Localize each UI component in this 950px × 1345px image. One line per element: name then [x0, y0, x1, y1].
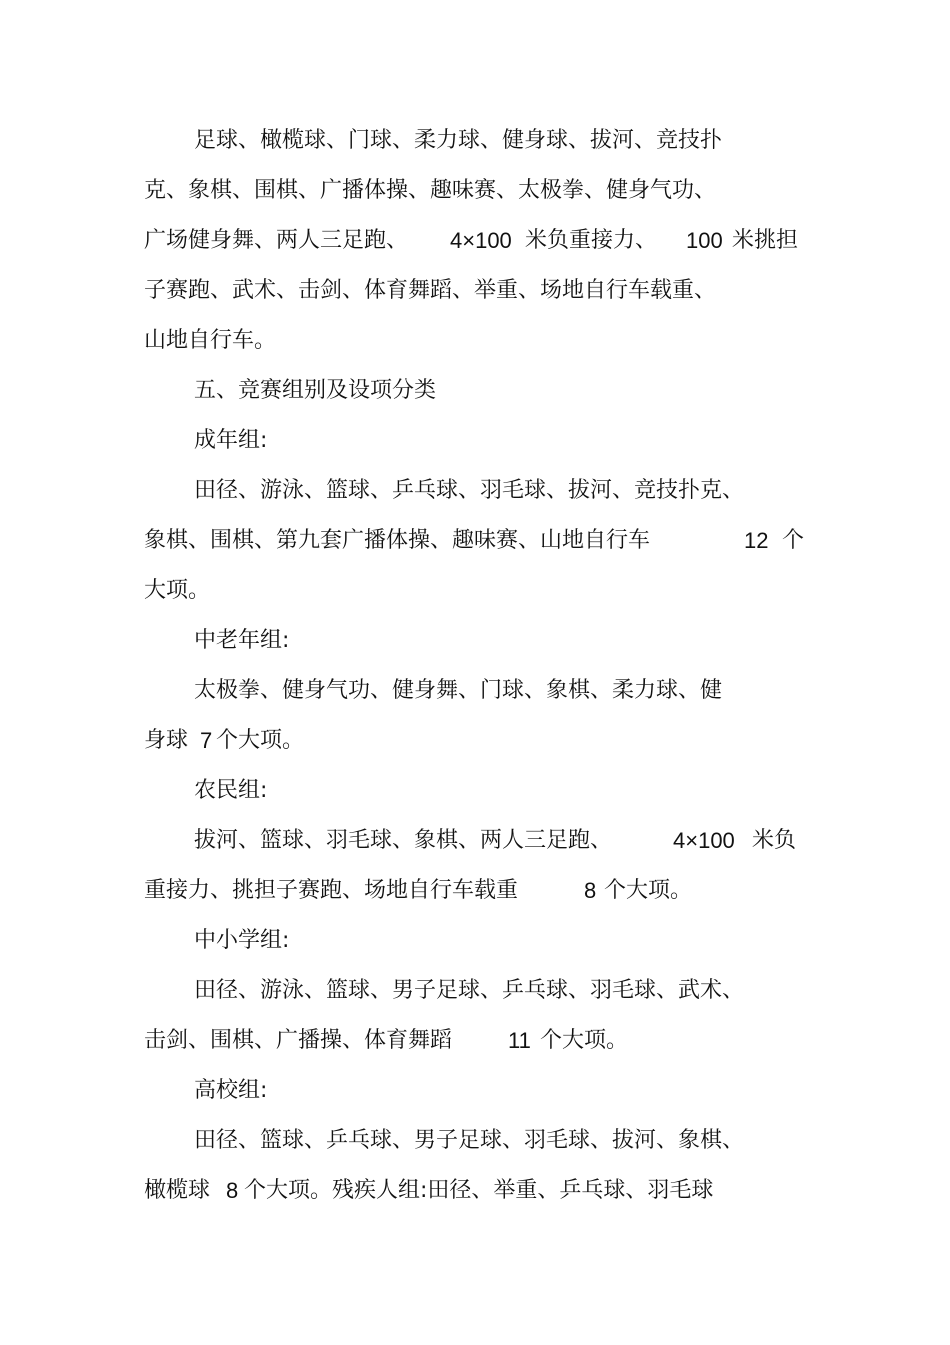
paragraph-line-farmer-2c: 个大项。 [604, 878, 693, 903]
paragraph-line-university-2b: 8 [226, 1178, 239, 1203]
paragraph-line-school-2c: 个大项。 [540, 1028, 629, 1053]
paragraph-line-5: 山地自行车。 [144, 328, 277, 353]
paragraph-line-farmer-2b: 8 [584, 878, 597, 903]
group-label-school: 中小学组: [194, 928, 290, 953]
paragraph-line-adult-2b: 12 [744, 528, 769, 553]
paragraph-line-adult-3: 大项。 [144, 578, 211, 603]
paragraph-line-3e: 米挑担 [732, 228, 799, 253]
paragraph-line-3d: 100 [686, 228, 723, 253]
paragraph-line-3b: 4×100 [450, 228, 512, 253]
paragraph-line-senior-2b: 7 [200, 728, 213, 753]
paragraph-line-farmer-2a: 重接力、挑担子赛跑、场地自行车载重 [144, 878, 519, 903]
group-label-farmer: 农民组: [194, 778, 268, 803]
paragraph-line-farmer-1c: 米负 [752, 828, 797, 853]
paragraph-line-senior-2a: 身球 [144, 728, 189, 753]
paragraph-line-school-2b: 11 [508, 1028, 531, 1053]
group-label-senior: 中老年组: [194, 628, 290, 653]
paragraph-line-senior-1: 太极拳、健身气功、健身舞、门球、象棋、柔力球、健 [194, 678, 723, 703]
section-heading: 五、竞赛组别及设项分类 [194, 378, 437, 403]
paragraph-line-senior-2c: 个大项。 [216, 728, 305, 753]
paragraph-line-school-2a: 击剑、围棋、广播操、体育舞蹈 [144, 1028, 453, 1053]
paragraph-line-farmer-1b: 4×100 [673, 828, 735, 853]
paragraph-line-3a: 广场健身舞、两人三足跑、 [144, 228, 409, 253]
paragraph-line-school-1: 田径、游泳、篮球、男子足球、乒乓球、羽毛球、武术、 [194, 978, 745, 1003]
paragraph-line-3c: 米负重接力、 [525, 228, 658, 253]
paragraph-line-adult-1: 田径、游泳、篮球、乒乓球、羽毛球、拔河、竞技扑克、 [194, 478, 745, 503]
paragraph-line-university-2c: 个大项。残疾人组:田径、举重、乒乓球、羽毛球 [244, 1178, 714, 1203]
paragraph-line-adult-2c: 个 [782, 528, 805, 553]
paragraph-line-farmer-1a: 拔河、篮球、羽毛球、象棋、两人三足跑、 [194, 828, 613, 853]
paragraph-line-adult-2a: 象棋、围棋、第九套广播体操、趣味赛、山地自行车 [144, 528, 651, 553]
group-label-university: 高校组: [194, 1078, 268, 1103]
paragraph-line-1: 足球、橄榄球、门球、柔力球、健身球、拔河、竞技扑 [194, 128, 723, 153]
paragraph-line-4: 子赛跑、武术、击剑、体育舞蹈、举重、场地自行车载重、 [144, 278, 717, 303]
group-label-adult: 成年组: [194, 428, 268, 453]
paragraph-line-2: 克、象棋、围棋、广播体操、趣味赛、太极拳、健身气功、 [144, 178, 717, 203]
paragraph-line-university-1: 田径、篮球、乒乓球、男子足球、羽毛球、拔河、象棋、 [194, 1128, 745, 1153]
paragraph-line-university-2a: 橄榄球 [144, 1178, 211, 1203]
